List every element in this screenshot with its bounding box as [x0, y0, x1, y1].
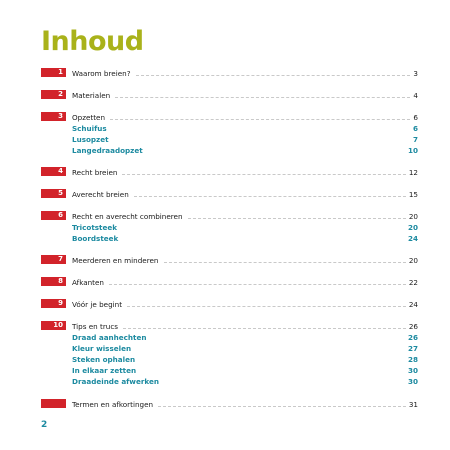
toc-page-number: 6: [412, 124, 418, 133]
dot-leader: [122, 174, 405, 175]
toc-subentry[interactable]: [41, 375, 418, 387]
toc-subentry[interactable]: [41, 232, 418, 244]
toc-entry-label: Termen en afkortingen: [72, 400, 154, 409]
chapter-number-badge: 7: [41, 255, 66, 264]
toc-page-number: 4: [413, 91, 418, 100]
chapter-number-badge: 8: [41, 277, 66, 286]
dot-leader: [164, 262, 406, 263]
chapter-number-badge: 6: [41, 211, 66, 220]
toc-entry-label: Recht en averecht combineren: [72, 212, 183, 221]
toc-subentry-label: Draadeinde afwerken: [72, 377, 159, 386]
chapter-number-badge: 2: [41, 90, 66, 99]
toc-chapter-9[interactable]: [41, 298, 418, 310]
toc-page-number: 12: [408, 168, 418, 177]
toc-entry-label: Afkanten: [72, 278, 104, 287]
toc-page-number: 20: [408, 256, 418, 265]
toc-subentry[interactable]: [41, 144, 418, 156]
toc-subentry-label: Schuifus: [72, 124, 107, 133]
toc-entry-label: Materialen: [72, 91, 111, 100]
toc-chapter-1[interactable]: [41, 67, 418, 79]
toc-page-number: 24: [407, 234, 418, 243]
dot-leader: [136, 75, 411, 76]
toc-entry-label: Waarom breien?: [72, 69, 131, 78]
dot-leader: [188, 218, 406, 219]
toc-page-number: 30: [407, 377, 418, 386]
chapter-number-badge: 4: [41, 167, 66, 176]
toc-page-number: 24: [408, 300, 418, 309]
toc-subentry-label: In elkaar zetten: [72, 366, 137, 375]
toc-entry-label: Recht breien: [72, 168, 118, 177]
toc-page-number: 7: [412, 135, 418, 144]
toc-entry-label: Averecht breien: [72, 190, 129, 199]
toc-chapter-5[interactable]: [41, 188, 418, 200]
dot-leader: [127, 306, 406, 307]
toc-subentry-label: Lusopzet: [72, 135, 109, 144]
toc-subentry-label: Kleur wisselen: [72, 344, 132, 353]
toc-subentry-label: Steken ophalen: [72, 355, 136, 364]
toc-subentry-label: Langedraadopzet: [72, 146, 143, 155]
toc-entry-label: Meerderen en minderen: [72, 256, 159, 265]
dot-leader: [115, 97, 410, 98]
toc-subentry-label: Tricotsteek: [72, 223, 117, 232]
chapter-number-badge: 9: [41, 299, 66, 308]
dot-leader: [123, 328, 406, 329]
dot-leader: [134, 196, 406, 197]
dot-leader: [158, 406, 406, 407]
toc-page-number: 10: [407, 146, 418, 155]
table-of-contents: [41, 0, 418, 450]
toc-chapter-7[interactable]: [41, 254, 418, 266]
toc-entry-label: Tips en trucs: [72, 322, 119, 331]
dot-leader: [109, 284, 406, 285]
toc-page-number: 28: [407, 355, 418, 364]
toc-chapter-4[interactable]: [41, 166, 418, 178]
toc-page-number: 26: [408, 322, 418, 331]
toc-page-number: 15: [408, 190, 418, 199]
toc-chapter-2[interactable]: [41, 89, 418, 101]
toc-page-number: 20: [408, 212, 418, 221]
toc-page-number: 20: [407, 223, 418, 232]
chapter-number-badge: [41, 399, 66, 408]
chapter-number-badge: 5: [41, 189, 66, 198]
page-title: Inhoud: [41, 26, 144, 57]
toc-appendix-glossary[interactable]: [41, 398, 418, 410]
toc-subentry-label: Boordsteek: [72, 234, 119, 243]
chapter-number-badge: 3: [41, 112, 66, 121]
toc-subentry-label: Draad aanhechten: [72, 333, 147, 342]
toc-page-number: 3: [413, 69, 418, 78]
toc-page-number: 31: [408, 400, 418, 409]
chapter-number-badge: 1: [41, 68, 66, 77]
toc-entry-label: Opzetten: [72, 113, 106, 122]
toc-page-number: 26: [407, 333, 418, 342]
dot-leader: [110, 119, 410, 120]
toc-page-number: 30: [407, 366, 418, 375]
page-number: 2: [41, 420, 48, 430]
toc-page-number: 6: [413, 113, 418, 122]
toc-page-number: 27: [407, 344, 418, 353]
toc-page-number: 22: [408, 278, 418, 287]
toc-entry-label: Vóór je begint: [72, 300, 123, 309]
toc-chapter-8[interactable]: [41, 276, 418, 288]
chapter-number-badge: 10: [41, 321, 66, 330]
